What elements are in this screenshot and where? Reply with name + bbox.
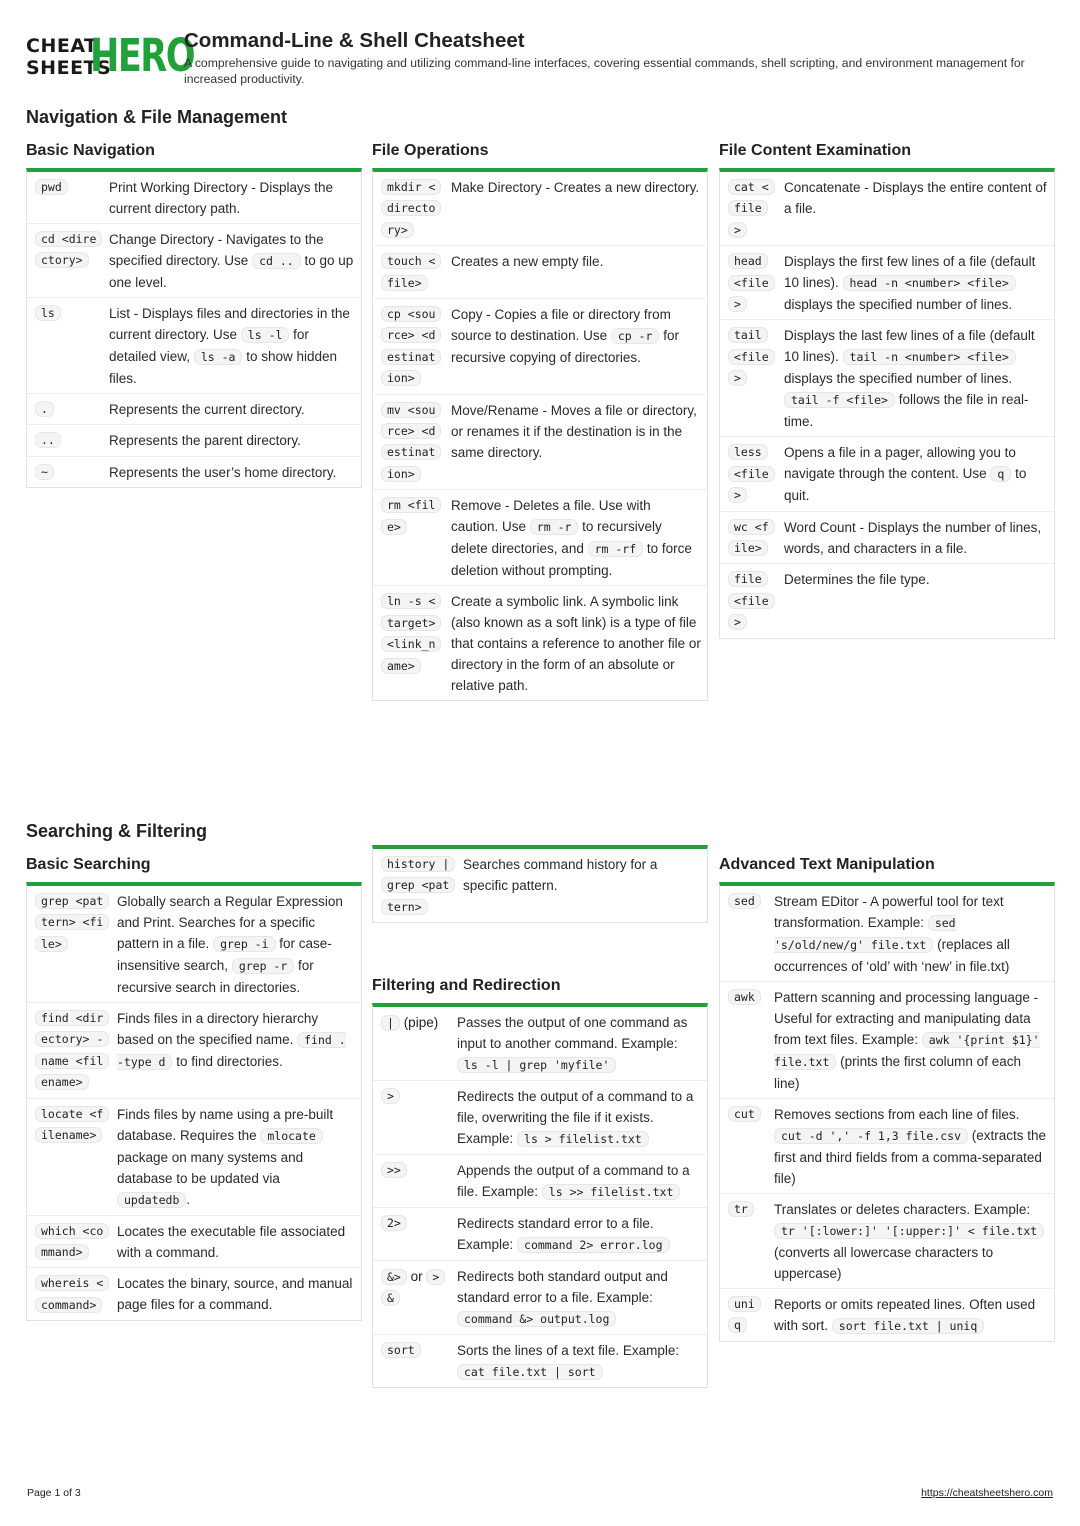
- command-description: [457, 1340, 701, 1383]
- command-code: >>: [381, 1162, 407, 1178]
- description-text: to force deletion without prompting.: [451, 541, 692, 579]
- command-note: or: [406, 1269, 427, 1284]
- description-text: Sorts the lines of a text file. Example:: [457, 1343, 680, 1358]
- table-row: [373, 1335, 707, 1387]
- inline-code: cut -d ',' -f 1,3 file.csv: [774, 1128, 968, 1144]
- inline-code: grep -r: [232, 958, 294, 974]
- command-cell: [35, 229, 99, 293]
- command-cell: [728, 325, 774, 432]
- inline-code: ls > filelist.txt: [517, 1131, 649, 1147]
- command-code: file <file>: [728, 571, 775, 630]
- command-code: head <file>: [728, 253, 775, 312]
- description-text: (converts all lowercase characters to uppercase): [774, 1245, 994, 1281]
- command-cell: [728, 517, 774, 560]
- command-code: sort: [381, 1342, 421, 1358]
- table-row: [720, 320, 1054, 437]
- card-file-content-examination: [719, 140, 1055, 639]
- description-text: Remove - Deletes a file. Use with caution. Use: [451, 498, 651, 535]
- description-text: (extracts the first and third fields from a comma-separated file): [774, 1128, 1047, 1186]
- table-row: [27, 1099, 361, 1216]
- description-text: package on many systems and database to be updated via: [117, 1149, 304, 1186]
- command-description: [109, 399, 355, 420]
- command-code: cp <source> <destination>: [381, 306, 441, 386]
- inline-code: mlocate: [260, 1128, 322, 1144]
- description-text: .: [186, 1191, 191, 1207]
- command-cell: [35, 1008, 107, 1094]
- inline-code: q: [990, 466, 1011, 482]
- command-description: [117, 1104, 355, 1211]
- table-row: [27, 298, 361, 394]
- command-cell: [381, 251, 441, 294]
- card-title: Filtering and Redirection: [372, 977, 561, 994]
- command-code: uniq: [728, 1296, 761, 1333]
- command-cell: [35, 1221, 107, 1264]
- command-description: [109, 303, 355, 389]
- command-description: [117, 1221, 355, 1264]
- description-text: to show hidden files.: [109, 349, 338, 386]
- command-cell: [381, 1160, 447, 1203]
- inline-code: updatedb: [117, 1192, 186, 1208]
- description-text: Determines the file type.: [784, 572, 930, 588]
- table-row: [27, 1268, 361, 1320]
- command-code: sed: [728, 893, 761, 909]
- description-text: Change Directory - Navigates to the specified directory. Use: [109, 232, 324, 268]
- description-text: Redirects standard error to a file. Example:: [457, 1216, 654, 1252]
- description-text: Locates the executable file associated with a command.: [117, 1223, 346, 1260]
- logo: [26, 29, 194, 82]
- card-body: [26, 882, 362, 1321]
- command-cell: [35, 462, 99, 483]
- command-description: [451, 251, 701, 294]
- command-description: [109, 229, 355, 293]
- command-note: (pipe): [399, 1015, 439, 1030]
- description-text: (replaces all occurrences of ‘old’ with ‘new’ in file.txt): [774, 937, 1010, 974]
- description-text: Word Count - Displays the number of lines, words, and characters in a file.: [784, 519, 1042, 556]
- command-code: ~: [35, 464, 54, 480]
- table-row: [27, 172, 361, 224]
- card-history-search: [372, 845, 708, 923]
- command-description: [451, 495, 701, 581]
- page-subtitle: A comprehensive guide to navigating and utilizing command-line interfaces, covering essential commands, shell scripting, and environment management for increased productivity.: [184, 56, 1025, 86]
- description-text: for recursive search in directories.: [117, 958, 314, 995]
- command-cell: [728, 1104, 764, 1189]
- command-description: [457, 1086, 701, 1150]
- command-cell: [728, 1294, 764, 1337]
- table-row: [720, 982, 1054, 1099]
- command-cell: [381, 1086, 447, 1150]
- page-title: Command-Line & Shell Cheatsheet: [184, 29, 525, 52]
- description-text: Opens a file in a pager, allowing you to navigate through the content. Use: [784, 445, 1016, 482]
- table-row: [720, 1099, 1054, 1194]
- command-description: [784, 177, 1048, 241]
- card-basic-navigation: [26, 140, 362, 488]
- card-body: [372, 1003, 708, 1388]
- description-text: to recursively delete directories, and: [451, 519, 662, 557]
- description-text: Finds files in a directory hierarchy based on the specified name.: [117, 1011, 319, 1047]
- command-code: awk: [728, 989, 761, 1005]
- command-code: grep <pattern> <file>: [35, 893, 109, 952]
- table-row: [720, 172, 1054, 246]
- description-text: Reports or omits repeated lines. Often used with sort.: [774, 1297, 1036, 1333]
- command-code: mkdir <directory>: [381, 179, 441, 238]
- description-text: for case-insensitive search,: [117, 936, 332, 973]
- command-description: [784, 442, 1048, 506]
- command-cell: [381, 495, 441, 581]
- inline-code: ls -a: [194, 349, 243, 365]
- card-filtering-redirection: [372, 975, 708, 1388]
- card-title: Basic Searching: [26, 856, 151, 873]
- command-cell: [381, 1213, 447, 1256]
- command-description: [457, 1160, 701, 1203]
- table-row: [373, 1155, 707, 1208]
- command-cell: [35, 891, 107, 998]
- description-text: Stream EDitor - A powerful tool for text transformation. Example:: [774, 894, 1004, 930]
- inline-code: ls >> filelist.txt: [542, 1184, 681, 1200]
- command-description: [451, 304, 701, 390]
- command-description: [784, 325, 1048, 432]
- command-code: pwd: [35, 179, 68, 195]
- inline-code: command &> output.log: [457, 1311, 616, 1327]
- command-cell: [728, 569, 774, 633]
- description-text: Create a symbolic link. A symbolic link (also known as a soft link) is a type of file that contains a reference to another file or directory in the form of an absolute or relative path.: [451, 594, 701, 694]
- table-row: [373, 246, 707, 299]
- description-text: List - Displays files and directories in the current directory. Use: [109, 306, 350, 342]
- command-description: [784, 517, 1048, 560]
- command-cell: [35, 399, 99, 420]
- description-text: Pattern scanning and processing language - Useful for extracting and manipulating data from text files. Example:: [774, 990, 1039, 1047]
- description-text: Concatenate - Displays the entire content of a file.: [784, 180, 1047, 216]
- command-code: cd <directory>: [35, 231, 102, 268]
- inline-code: cp -r: [611, 328, 660, 344]
- table-row: [373, 849, 707, 922]
- card-file-operations: [372, 140, 708, 701]
- table-row: [27, 886, 361, 1003]
- card-advanced-text-manipulation: [719, 854, 1055, 1342]
- section-title-navigation: Navigation & File Management: [26, 107, 288, 127]
- description-text: Copy - Copies a file or directory from source to destination. Use: [451, 307, 671, 344]
- command-code: which <command>: [35, 1223, 109, 1260]
- command-description: [117, 1008, 355, 1094]
- command-description: [463, 854, 701, 918]
- command-description: [774, 1199, 1048, 1284]
- command-code: tail <file>: [728, 327, 775, 386]
- inline-code: rm -rf: [588, 541, 644, 557]
- command-cell: [35, 430, 99, 451]
- command-code: ls: [35, 305, 61, 321]
- command-cell: [35, 177, 99, 219]
- page-number: Page 1 of 3: [27, 1487, 81, 1499]
- description-text: Displays the first few lines of a file (default 10 lines).: [784, 254, 1036, 291]
- command-description: [451, 400, 701, 486]
- table-row: [373, 1081, 707, 1155]
- table-row: [373, 172, 707, 246]
- table-row: [720, 246, 1054, 320]
- inline-code: find . -type d: [117, 1033, 346, 1069]
- inline-code: head -n <number> <file>: [843, 275, 1016, 291]
- command-code: locate <filename>: [35, 1106, 109, 1143]
- command-code: whereis <command>: [35, 1275, 109, 1312]
- command-cell: [381, 304, 441, 390]
- command-description: [774, 1104, 1048, 1189]
- command-code: .: [35, 401, 54, 417]
- card-title: Advanced Text Manipulation: [719, 856, 935, 873]
- card-body: [719, 882, 1055, 1342]
- logo-text-bottom: SHEETS: [26, 57, 112, 79]
- command-code: &>: [381, 1269, 407, 1285]
- table-row: [720, 512, 1054, 565]
- logo-text-hero: HERO: [90, 29, 194, 82]
- command-code: ..: [35, 432, 61, 448]
- command-code: history | grep <pattern>: [381, 856, 455, 915]
- description-text: Locates the binary, source, and manual page files for a command.: [117, 1276, 353, 1313]
- card-body: [372, 168, 708, 701]
- card-body: [26, 168, 362, 488]
- table-row: [373, 490, 707, 586]
- table-row: [373, 299, 707, 395]
- command-code: ln -s <target> <link_name>: [381, 593, 441, 673]
- description-text: Redirects the output of a command to a file, overwriting the file if it exists. Example:: [457, 1089, 694, 1146]
- inline-code: tail -f <file>: [784, 392, 895, 408]
- command-code: less <file>: [728, 444, 775, 503]
- table-row: [373, 395, 707, 491]
- command-code: wc <file>: [728, 519, 775, 556]
- card-title: File Content Examination: [719, 142, 912, 159]
- description-text: Represents the current directory.: [109, 402, 305, 417]
- card-body: [719, 168, 1055, 639]
- table-row: [27, 457, 361, 487]
- inline-code: ls -l | grep 'myfile': [457, 1057, 616, 1073]
- command-code: find <directory> -name <filename>: [35, 1010, 109, 1090]
- description-text: Represents the user’s home directory.: [109, 464, 337, 480]
- command-code: mv <source> <destination>: [381, 402, 441, 482]
- section-title-searching: Searching & Filtering: [26, 821, 208, 841]
- command-code: rm <file>: [381, 497, 441, 534]
- command-cell: [35, 1104, 107, 1211]
- description-text: Redirects both standard output and standard error to a file. Example:: [457, 1269, 668, 1305]
- command-cell: [728, 987, 764, 1094]
- inline-code: tail -n <number> <file>: [843, 349, 1016, 365]
- description-text: to find directories.: [172, 1054, 283, 1069]
- description-text: Searches command history for a specific pattern.: [463, 857, 658, 893]
- table-row: [373, 586, 707, 700]
- description-text: Removes sections from each line of files.: [774, 1107, 1020, 1122]
- description-text: Move/Rename - Moves a file or directory, or renames it if the destination is in the same directory.: [451, 402, 697, 460]
- command-cell: [381, 1012, 447, 1076]
- command-cell: [35, 1273, 107, 1316]
- inline-code: ls -l: [241, 327, 290, 343]
- table-row: [720, 1194, 1054, 1289]
- site-link[interactable]: https://cheatsheetshero.com: [921, 1487, 1053, 1499]
- command-cell: [35, 303, 99, 389]
- inline-code: rm -r: [530, 519, 579, 535]
- command-description: [774, 987, 1048, 1094]
- inline-code: command 2> error.log: [517, 1237, 669, 1253]
- command-code: >: [381, 1088, 400, 1104]
- command-code: >&: [381, 1269, 445, 1306]
- command-cell: [381, 400, 441, 486]
- command-description: [451, 177, 701, 241]
- description-text: for detailed view,: [109, 327, 309, 364]
- command-code: touch <file>: [381, 253, 441, 290]
- table-row: [720, 1289, 1054, 1341]
- command-description: [457, 1012, 701, 1076]
- command-description: [109, 462, 355, 483]
- description-text: (prints the first column of each line): [774, 1054, 1021, 1091]
- description-text: Displays the last few lines of a file (default 10 lines).: [784, 328, 1035, 365]
- inline-code: sort file.txt | uniq: [832, 1318, 984, 1334]
- command-code: cat <file>: [728, 179, 775, 238]
- table-row: [373, 1007, 707, 1081]
- command-cell: [381, 854, 453, 918]
- command-description: [109, 430, 355, 451]
- description-text: Globally search a Regular Expression and Print. Searches for a specific pattern in a file.: [117, 894, 343, 951]
- logo-text-top: CHEAT: [26, 35, 98, 57]
- table-row: [373, 1208, 707, 1261]
- table-row: [720, 886, 1054, 982]
- command-cell: [381, 177, 441, 241]
- command-cell: [381, 591, 441, 696]
- description-text: Finds files by name using a pre-built database. Requires the: [117, 1106, 334, 1143]
- description-text: Print Working Directory - Displays the current directory path.: [109, 180, 334, 216]
- card-basic-searching: [26, 854, 362, 1321]
- description-text: displays the specified number of lines.: [784, 297, 1013, 313]
- command-description: [774, 1294, 1048, 1337]
- command-description: [451, 591, 701, 696]
- command-description: [117, 891, 355, 998]
- command-cell: [728, 1199, 764, 1284]
- description-text: Appends the output of a command to a file. Example:: [457, 1163, 690, 1199]
- command-description: [457, 1213, 701, 1256]
- description-text: to go up one level.: [109, 253, 354, 290]
- command-cell: [728, 891, 764, 977]
- table-row: [27, 425, 361, 456]
- description-text: follows the file in real-time.: [784, 392, 1029, 430]
- inline-code: cd ..: [252, 253, 301, 269]
- description-text: Translates or deletes characters. Example:: [774, 1202, 1031, 1217]
- table-row: [373, 1261, 707, 1335]
- command-code: tr: [728, 1201, 754, 1217]
- inline-code: awk '{print $1}' file.txt: [774, 1033, 1040, 1069]
- description-text: Represents the parent directory.: [109, 433, 301, 449]
- command-cell: [728, 177, 774, 241]
- command-cell: [381, 1340, 447, 1383]
- card-body: [372, 845, 708, 923]
- table-row: [27, 394, 361, 425]
- table-row: [27, 1216, 361, 1269]
- description-text: Creates a new empty file.: [451, 254, 604, 270]
- command-code: cut: [728, 1106, 761, 1122]
- description-text: to quit.: [784, 466, 1027, 504]
- command-cell: [728, 442, 774, 506]
- inline-code: sed 's/old/new/g' file.txt: [774, 916, 956, 952]
- command-description: [457, 1266, 701, 1330]
- description-text: for recursive copying of directories.: [451, 328, 679, 366]
- inline-code: tr '[:lower:]' '[:upper:]' < file.txt: [774, 1223, 1044, 1239]
- command-description: [117, 1273, 355, 1316]
- inline-code: cat file.txt | sort: [457, 1364, 603, 1380]
- command-code: 2>: [381, 1215, 407, 1231]
- table-row: [27, 1003, 361, 1099]
- card-title: Basic Navigation: [26, 142, 155, 159]
- command-description: [784, 251, 1048, 315]
- description-text: Passes the output of one command as input to another command. Example:: [457, 1015, 688, 1051]
- inline-code: grep -i: [213, 936, 275, 952]
- table-row: [720, 437, 1054, 511]
- command-cell: [381, 1266, 447, 1330]
- table-row: [27, 224, 361, 298]
- table-row: [720, 564, 1054, 637]
- description-text: Make Directory - Creates a new directory.: [451, 180, 700, 195]
- card-title: File Operations: [372, 142, 489, 159]
- command-cell: [728, 251, 774, 315]
- command-description: [784, 569, 1048, 633]
- command-description: [774, 891, 1048, 977]
- command-code: |: [381, 1015, 400, 1031]
- command-description: [109, 177, 355, 219]
- description-text: displays the specified number of lines.: [784, 371, 1013, 387]
